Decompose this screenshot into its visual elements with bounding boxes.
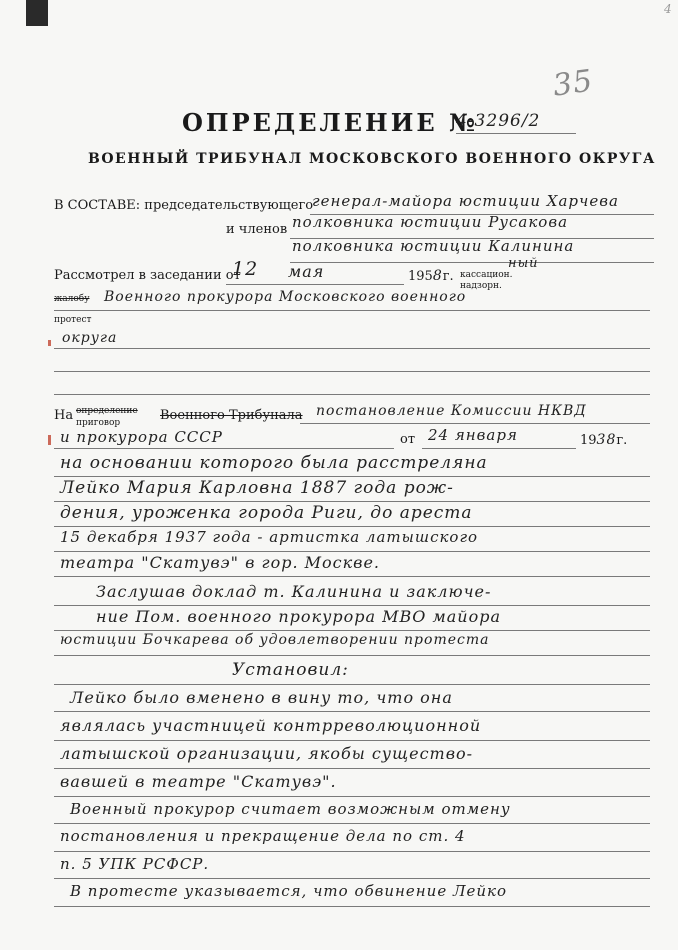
subject-date-line <box>422 448 576 449</box>
tribunal-struck: Военного Трибунала <box>160 408 303 423</box>
protest-line-3 <box>54 371 650 372</box>
scan-corner-mark <box>26 0 48 26</box>
session-label: Рассмотрел в заседании от <box>54 268 241 283</box>
body-line: Лейко было вменено в вину то, что она <box>70 688 453 707</box>
body-line: дения, уроженка города Риги, до ареста <box>60 503 473 523</box>
body-rule <box>54 501 650 502</box>
body-rule <box>54 711 650 712</box>
subject-line-2 <box>54 448 394 449</box>
complaint-label: жалобу <box>54 294 90 304</box>
body-rule <box>54 878 650 879</box>
body-rule <box>54 796 650 797</box>
member1-name: полковника юстиции Русакова <box>292 213 569 231</box>
protest-text-line1: Военного прокурора Московского военного <box>104 289 467 305</box>
session-type-hand: ный <box>508 256 539 271</box>
session-month: мая <box>288 262 325 281</box>
member2-name: полковника юстиции Калинина <box>292 237 575 255</box>
body-line: 15 декабря 1937 года - артистка латышского <box>60 528 479 546</box>
case-number-line <box>456 133 576 134</box>
body-line-heading: Установил: <box>232 660 349 680</box>
body-rule <box>54 605 650 606</box>
tribunal-name: ВОЕННЫЙ ТРИБУНАЛ МОСКОВСКОГО ВОЕННОГО ОКРУГА <box>88 151 656 167</box>
from-label: от <box>400 432 416 447</box>
session-type-supervisory: надзорн. <box>460 281 502 291</box>
protest-line-1 <box>54 310 650 311</box>
members-label: и членов <box>226 222 288 237</box>
margin-mark <box>48 435 51 445</box>
subject-hand-line1: постановление Комиссии НКВД <box>316 403 587 419</box>
body-line: юстиции Бочкарева об удовлетворении протеста <box>60 632 490 648</box>
subject-year: 1938г. <box>580 432 628 448</box>
protest-text-line2: округа <box>62 330 118 346</box>
body-line: ние Пом. военного прокурора МВО майора <box>96 607 501 626</box>
body-rule <box>54 576 650 577</box>
subject-date: 24 января <box>428 426 518 444</box>
session-date-line <box>226 284 404 285</box>
body-rule <box>54 851 650 852</box>
body-rule <box>54 823 650 824</box>
body-rule <box>54 630 650 631</box>
body-line: вавшей в театре "Скатувэ". <box>60 772 337 791</box>
document-title: ОПРЕДЕЛЕНИЕ № <box>182 108 479 137</box>
body-line: Военный прокурор считает возможным отмену <box>70 800 511 818</box>
body-line: являлась участницей контрреволюционной <box>60 716 482 735</box>
body-line: на основании которого была расстреляна <box>60 453 488 473</box>
body-rule <box>54 740 650 741</box>
body-rule <box>54 906 650 907</box>
body-line: Лейко Мария Карловна 1887 года рож- <box>60 478 454 498</box>
archive-page-number: 35 <box>550 63 596 104</box>
body-line: театра "Скатувэ" в гор. Москве. <box>60 553 381 572</box>
subject-line-1 <box>300 423 650 424</box>
subject-hand-line2: и прокурора СССР <box>60 428 223 446</box>
body-line: В протесте указывается, что обвинение Лейко <box>70 882 508 900</box>
on-label: На <box>54 408 74 423</box>
protest-line-4 <box>54 394 650 395</box>
chair-name: генерал-майора юстиции Харчева <box>312 192 619 210</box>
margin-mark <box>48 340 51 346</box>
case-number: 4-3296/2 <box>456 111 541 131</box>
option-verdict: приговор <box>76 418 121 428</box>
body-rule <box>54 684 650 685</box>
body-line: постановления и прекращение дела по ст. 4 <box>60 827 466 845</box>
composition-label: В СОСТАВЕ: председательствующего <box>54 198 314 213</box>
session-day: 12 <box>232 258 259 280</box>
body-rule <box>54 551 650 552</box>
corner-number: 4 <box>664 2 673 16</box>
body-rule <box>54 655 650 656</box>
body-rule <box>54 476 650 477</box>
member2-line <box>290 262 654 263</box>
body-line: латышской организации, якобы существо- <box>60 744 474 763</box>
session-type-cassation: кассацион. <box>460 270 513 280</box>
body-rule <box>54 526 650 527</box>
session-year: 1958г. <box>408 268 454 284</box>
body-rule <box>54 768 650 769</box>
option-definition: определение <box>76 406 138 416</box>
protest-label: протест <box>54 315 92 325</box>
body-line: Заслушав доклад т. Калинина и заключе- <box>96 582 492 601</box>
protest-line-2 <box>54 348 650 349</box>
body-line: п. 5 УПК РСФСР. <box>60 855 210 873</box>
